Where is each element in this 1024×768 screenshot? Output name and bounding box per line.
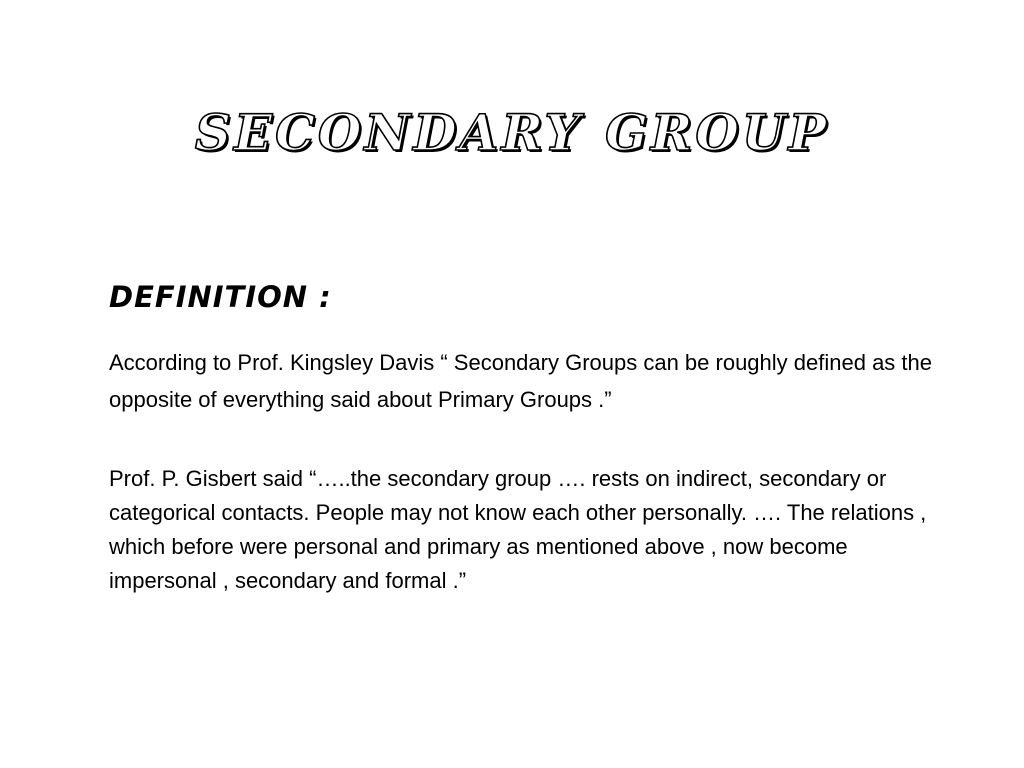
slide-title [0,103,1024,162]
paragraph-gisbert-quote: Prof. P. Gisbert said “…..the secondary group …. rests on indirect, secondary or categorical contacts. People may not know each other personally. …. The relations , which before were personal and primary as mentioned above , now become impersonal , secondary and formal .” [109,466,927,593]
paragraph-davis-quote: According to Prof. Kingsley Davis “ Secondary Groups can be roughly defined as the opposite of everything said about Primary Groups .” [109,350,933,412]
slide-title-word-1: SECONDARY [194,103,584,162]
slide-title-word-2: GROUP [605,103,830,162]
definition-heading: DEFINITION : [109,280,332,314]
